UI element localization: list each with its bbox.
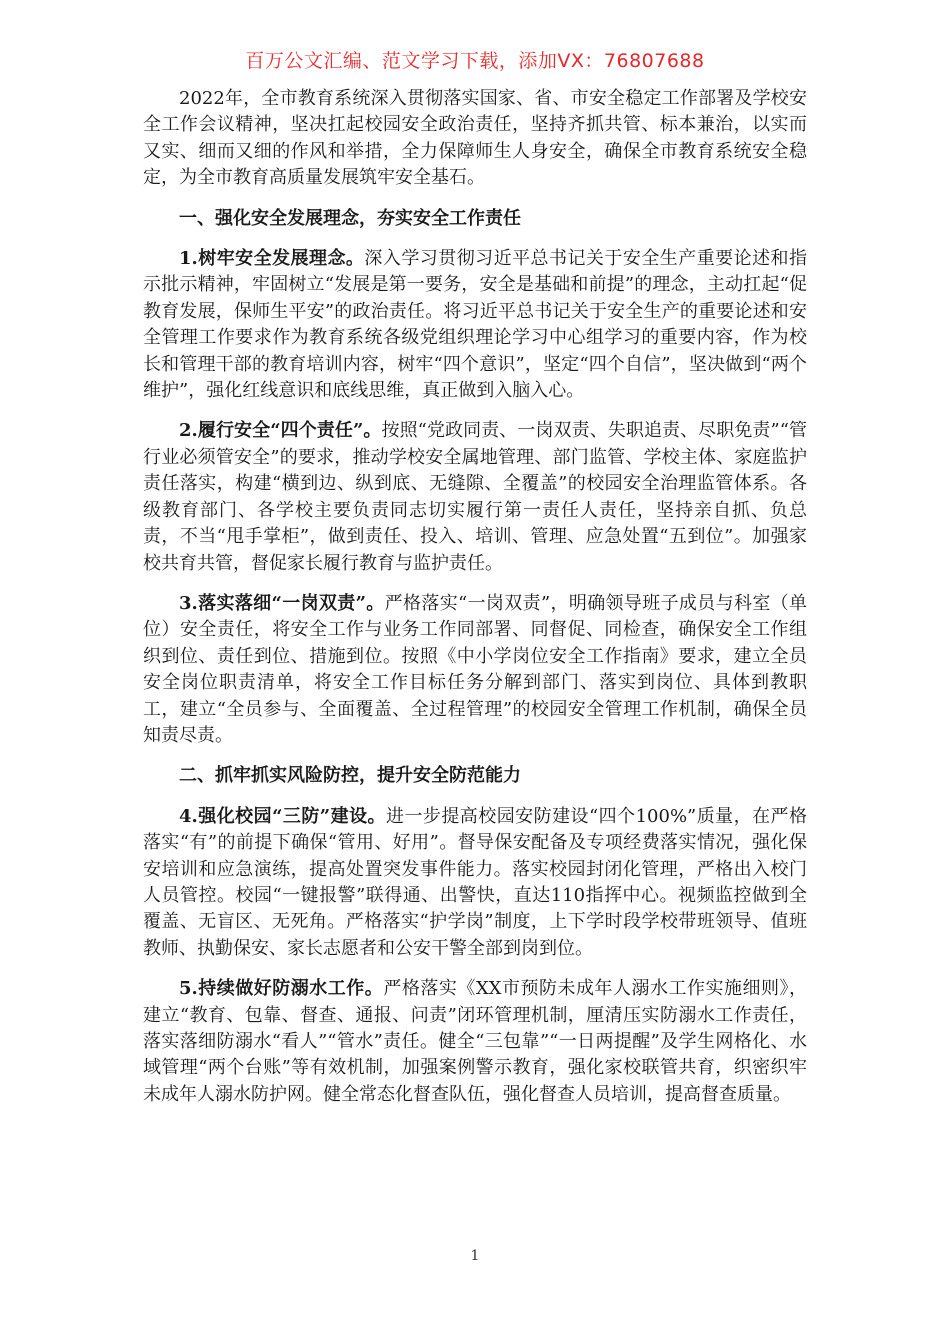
item-body: 按照“党政同责、一岗双责、失职追责、尽职免责”“管行业必须管安全”的要求，推动学校安全属地管理、部门监管、学校主体、家庭监护责任落实，构建“横到边、纵到底、无缝隙、全覆盖”的校园安全治理监管体系。各级教育部门、各学校主要负责同志切实履行第一责任人责任，坚持亲自抓、负总责，不当“甩手掌柜”，做到责任、投入、培训、管理、应急处置“五到位”。加强家校共育共管，督促家长履行教育与监护责任。: [143, 420, 808, 574]
intro-paragraph: 2022年，全市教育系统深入贯彻落实国家、省、市安全稳定工作部署及学校安全工作会议精神，坚决扛起校园安全政治责任，坚持齐抓共管、标本兼治，以实而又实、细而又细的作风和举措，全力保障师生人身安全，确保全市教育系统安全稳定，为全市教育高质量发展筑牢安全基石。: [143, 88, 807, 189]
promo-banner: 百万公文汇编、范文学习下载，添加VX：76807688: [245, 50, 705, 72]
item-body: 深入学习贯彻习近平总书记关于安全生产重要论述和指示批示精神，牢固树立“发展是第一要务，安全是基础和前提”的理念，主动扛起“促教育发展，保师生平安”的政治责任。将习近平总书记关于安全生产的重要论述和安全管理工作要求作为教育系统各级党组织理论学习中心组学习的重要内容，作为校长和管理干部的教育培训内容，树牢“四个意识”，坚定“四个自信”，坚决做到“两个维护”，强化红线意识和底线思维，真正做到入脑入心。: [143, 248, 807, 402]
section-heading-2: 二、抓牢抓实风险防控，提升安全防范能力: [179, 765, 521, 787]
section-heading-1: 一、强化安全发展理念，夯实安全工作责任: [179, 207, 521, 229]
document-body: [143, 86, 807, 1122]
item-title: 5.持续做好防溺水工作。: [179, 978, 384, 1000]
item-title: 3.落实落细“一岗双责”。: [179, 592, 385, 614]
item-title: 4.强化校园“三防”建设。: [179, 805, 386, 827]
item-title: 1.树牢安全发展理念。: [179, 248, 365, 270]
item-body: 严格落实《XX市预防未成年人溺水工作实施细则》，建立“教育、包靠、督查、通报、问责”闭环管理机制，厘清压实防溺水工作责任，落实落细防溺水“看人”“管水”责任。健全“三包靠”“一日两提醒”及学生网格化、水域管理“两个台账”等有效机制，加强案例警示教育，强化家校联管共育，织密织牢未成年人溺水防护网。健全常态化督查队伍，强化督查人员培训，提高督查质量。: [143, 978, 807, 1105]
item-body: 严格落实“一岗双责”，明确领导班子成员与科室（单位）安全责任，将安全工作与业务工作同部署、同督促、同检查，确保安全工作组织到位、责任到位、措施到位。按照《中小学岗位安全工作指南》要求，建立全员安全岗位职责清单，将安全工作目标任务分解到部门、落实到岗位、具体到教职工，建立“全员参与、全面覆盖、全过程管理”的校园安全管理工作机制，确保全员知责尽责。: [143, 592, 808, 746]
item-title: 2.履行安全“四个责任”。: [179, 420, 382, 442]
page-number: 1: [470, 1248, 480, 1264]
list-item: [143, 418, 807, 576]
item-body: 进一步提高校园安防建设“四个100%”质量，在严格落实“有”的前提下确保“管用、好用”。督导保安配备及专项经费落实情况，强化保安培训和应急演练，提高处置突发事件能力。落实校园封闭化管理，严格出入校门人员管控。校园“一键报警”联得通、出警快，直达110指挥中心。视频监控做到全覆盖、无盲区、无死角。严格落实“护学岗”制度，上下学时段学校带班领导、值班教师、执勤保安、家长志愿者和公安干警全部到岗到位。: [143, 805, 807, 959]
list-item: [143, 246, 807, 404]
list-item: [143, 804, 807, 962]
list-item: [143, 976, 807, 1108]
list-item: [143, 591, 807, 749]
